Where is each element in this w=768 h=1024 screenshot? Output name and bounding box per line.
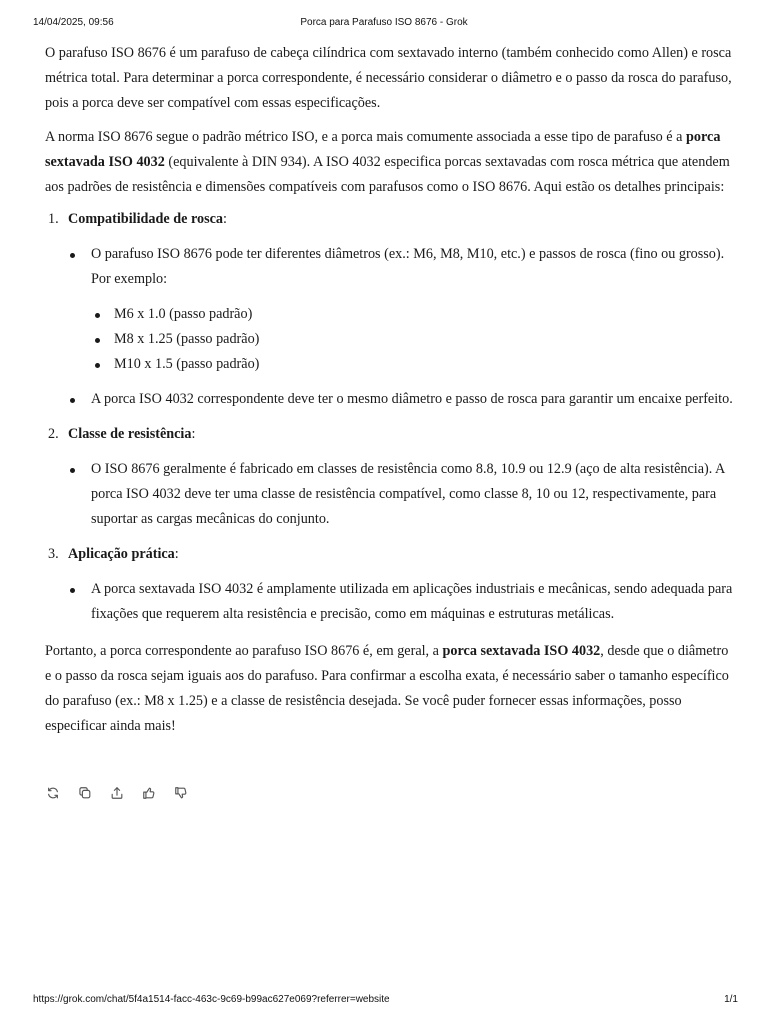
conclusion-text-a: Portanto, a porca correspondente ao parafuso ISO 8676 é, em geral, a xyxy=(45,643,443,659)
thumbs-down-button[interactable] xyxy=(173,785,189,801)
details-list xyxy=(45,207,735,627)
conclusion-text-b: , desde que o diâmetro e o passo da rosca sejam iguais aos do parafuso. Para confirmar a escolha exata, é necessário saber o tamanho específico do parafuso (ex.: M8 x 1.25) e a classe de resistência desejada. Se você puder fornecer essas informações, posso especificar ainda mais! xyxy=(45,643,729,734)
regenerate-icon xyxy=(46,786,60,800)
bullet-item xyxy=(68,242,735,377)
print-datetime: 14/04/2025, 09:56 xyxy=(33,17,114,28)
print-url: https://grok.com/chat/5f4a1514-facc-463c-9c69-b99ac627e069?referrer=website xyxy=(33,994,390,1005)
section-item xyxy=(45,207,735,412)
print-page-title: Porca para Parafuso ISO 8676 - Grok xyxy=(300,17,468,28)
assistant-response xyxy=(45,41,735,739)
bullet-item: A porca sextavada ISO 4032 é amplamente utilizada em aplicações industriais e mecânicas, sendo adequada para fixações que requerem alta resistência e precisão, como em máquinas e estruturas metálicas. xyxy=(68,577,735,627)
intro-paragraph-2 xyxy=(45,125,735,200)
bullet-item: A porca ISO 4032 correspondente deve ter o mesmo diâmetro e passo de rosca para garantir um encaixe perfeito. xyxy=(68,387,735,412)
intro-paragraph-2-bold: porca sextavada ISO 4032 xyxy=(45,129,721,170)
bullet-text: O parafuso ISO 8676 pode ter diferentes diâmetros (ex.: M6, M8, M10, etc.) e passos de rosca (fino ou grosso). Por exemplo: xyxy=(91,246,725,287)
section-bullets xyxy=(68,242,735,412)
conclusion-paragraph xyxy=(45,639,735,739)
section-colon: : xyxy=(223,211,227,227)
share-button[interactable] xyxy=(109,785,125,801)
print-footer xyxy=(0,994,768,1008)
section-bullets xyxy=(68,457,735,532)
section-bullets xyxy=(68,577,735,627)
section-colon: : xyxy=(191,426,196,442)
copy-icon xyxy=(78,786,92,800)
intro-paragraph-1: O parafuso ISO 8676 é um parafuso de cabeça cilíndrica com sextavado interno (também conhecido como Allen) e rosca métrica total. Para determinar a porca correspondente, é necessário considerar o diâmetro e o passo da rosca do parafuso, pois a porca deve ser compatível com essas especificações. xyxy=(45,45,732,111)
section-title: Aplicação prática xyxy=(68,546,175,562)
thread-examples-list xyxy=(91,302,735,377)
section-number: 1. xyxy=(48,211,59,227)
bullet-item: O ISO 8676 geralmente é fabricado em classes de resistência como 8.8, 10.9 ou 12.9 (aço de alta resistência). A porca ISO 4032 deve ter uma classe de resistência compatível, como classe 8, 10 ou 12, respectivamente, para suportar as cargas mecânicas do conjunto. xyxy=(68,457,735,532)
copy-button[interactable] xyxy=(77,785,93,801)
regenerate-button[interactable] xyxy=(45,785,61,801)
sub-bullet-item: M10 x 1.5 (passo padrão) xyxy=(91,352,735,377)
share-icon xyxy=(110,786,124,800)
intro-paragraph-2-text-b: (equivalente à DIN 934). A ISO 4032 especifica porcas sextavadas com rosca métrica que atendem aos padrões de resistência e dimensões compatíveis com parafusos como o ISO 8676. Aqui estão os detalhes principais: xyxy=(45,154,730,195)
section-title: Compatibilidade de rosca xyxy=(68,211,224,227)
sub-bullet-item: M8 x 1.25 (passo padrão) xyxy=(91,327,735,352)
thumbs-down-icon xyxy=(174,786,188,800)
section-number: 3. xyxy=(48,546,59,562)
print-header xyxy=(0,14,768,28)
section-colon: : xyxy=(174,546,179,562)
sub-bullet-item: M6 x 1.0 (passo padrão) xyxy=(91,302,735,327)
section-title: Classe de resistência xyxy=(68,426,192,442)
section-item xyxy=(45,542,735,627)
intro-paragraph-2-text-a: A norma ISO 8676 segue o padrão métrico ISO, e a porca mais comumente associada a esse tipo de parafuso é a xyxy=(45,129,686,145)
message-actions xyxy=(45,785,189,801)
section-item xyxy=(45,422,735,532)
conclusion-bold: porca sextavada ISO 4032 xyxy=(442,643,601,659)
thumbs-up-icon xyxy=(142,786,156,800)
section-number: 2. xyxy=(48,426,59,442)
page-number: 1/1 xyxy=(724,994,738,1005)
thumbs-up-button[interactable] xyxy=(141,785,157,801)
